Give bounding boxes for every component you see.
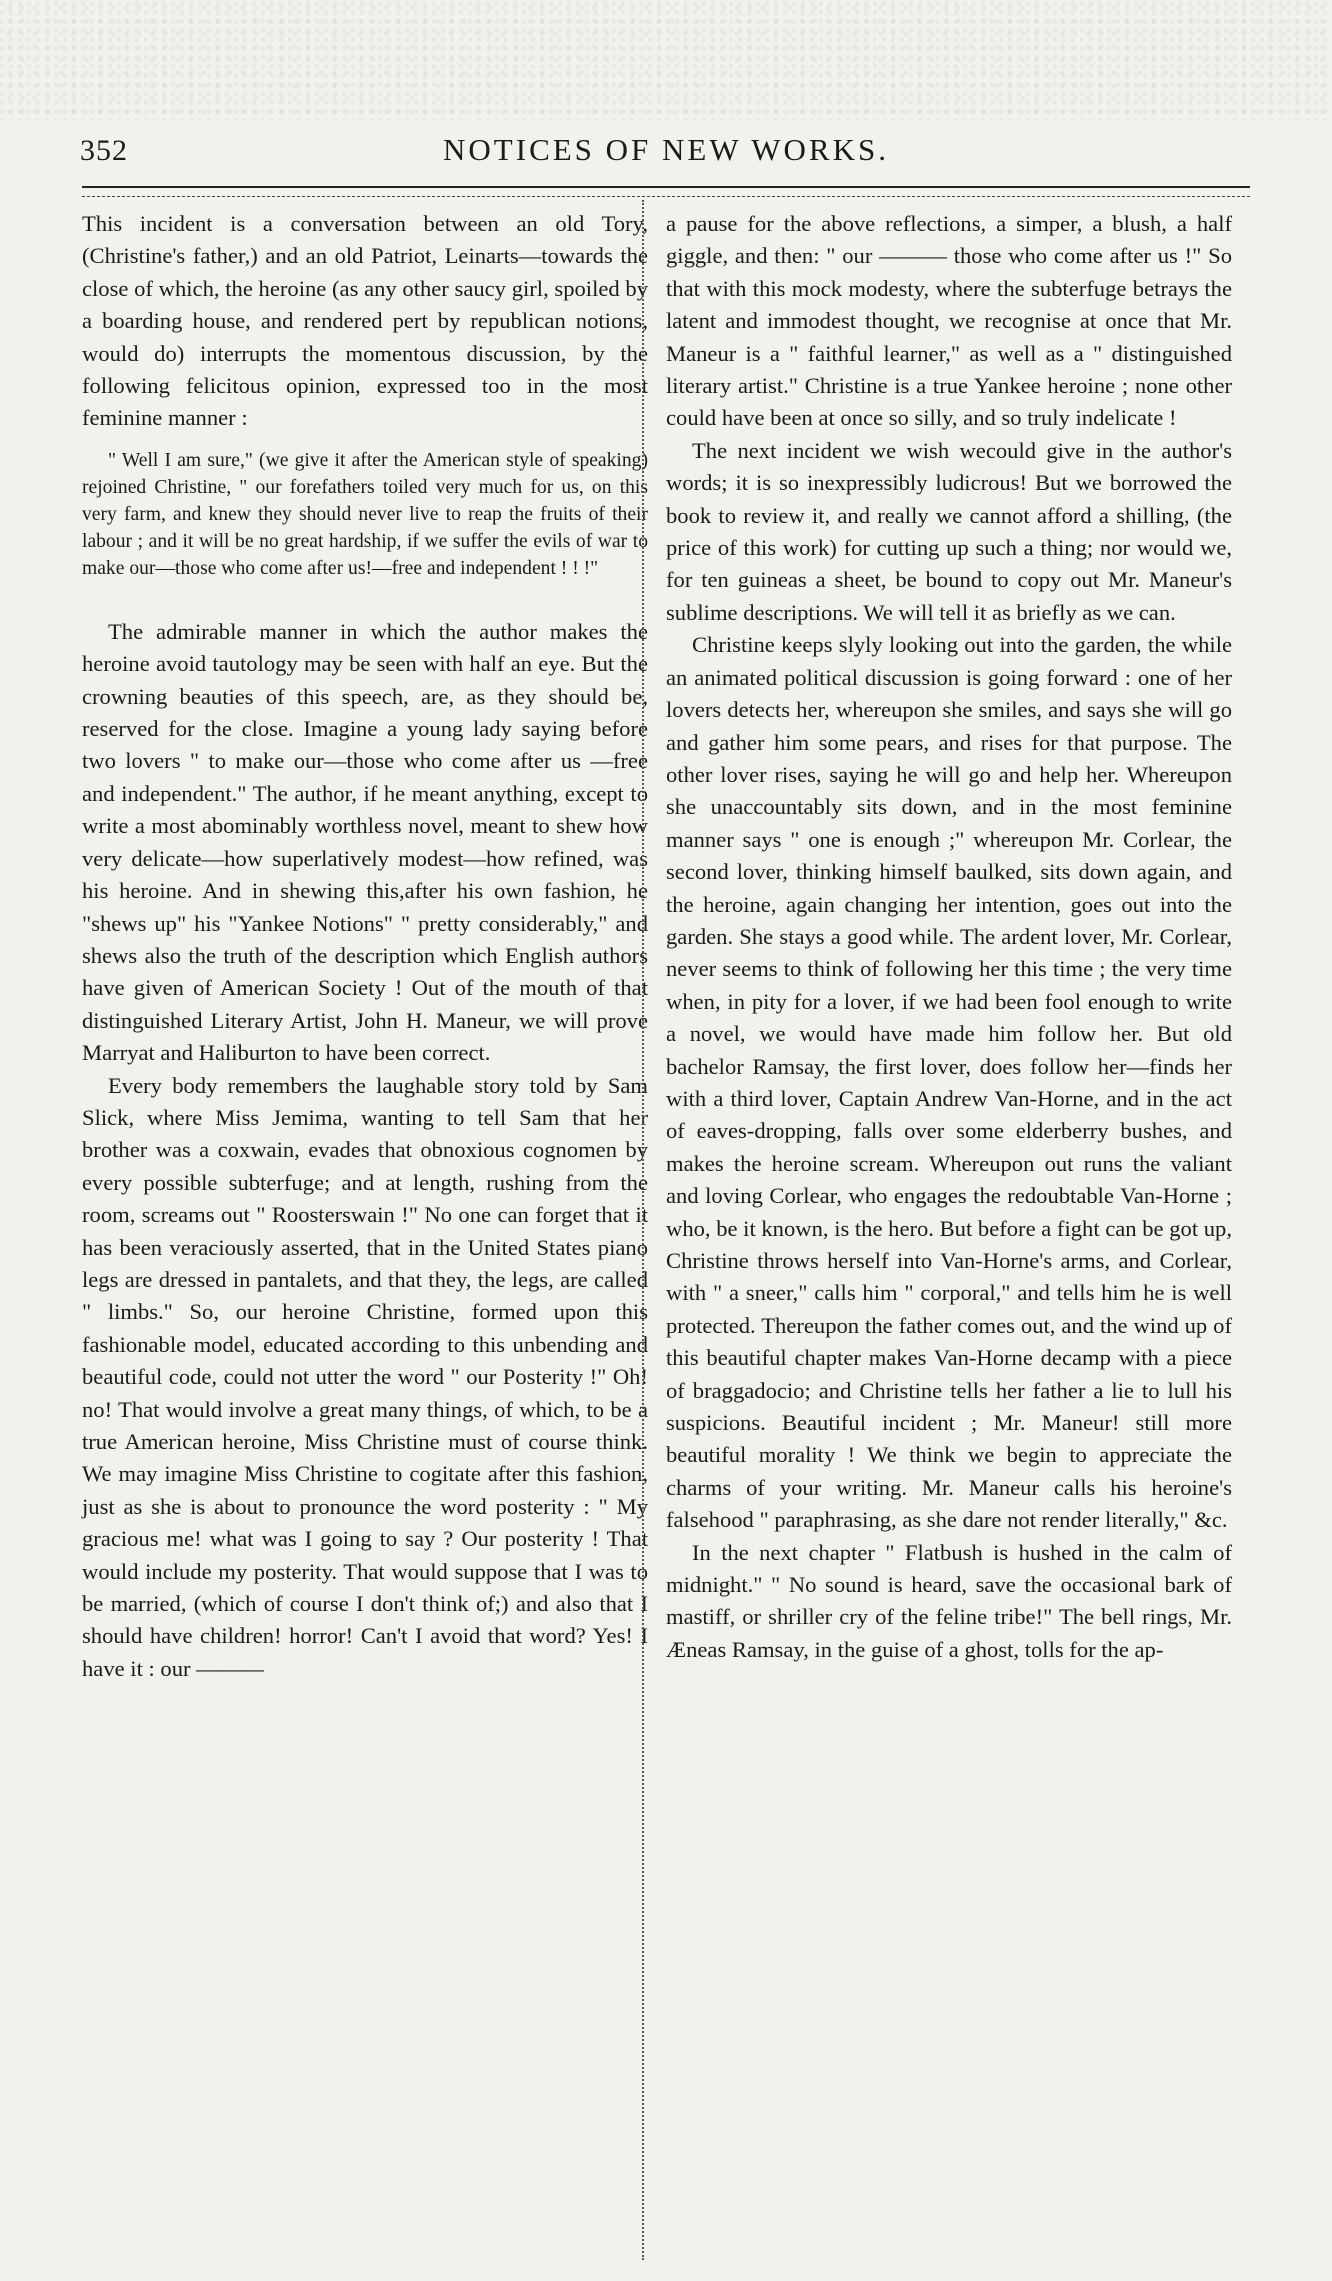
paragraph: The admirable manner in which the author makes the heroine avoid tautology may be seen with half an eye. But the crowning beauties of this speech, are, as they should be, reserved for the close. Imagine a young lady saying before two lovers " to make our—those who come after us —free and independent." The author, if he meant anything, except to write a most abominably worthless novel, meant to shew how very delicate—how superlatively modest—how refined, was his heroine. And in shewing this,after his own fashion, he "shews up" his "Yankee Notions" " pretty considerably," and shews also the truth of the description which English authors have given of American Society ! Out of the mouth of that distinguished Literary Artist, John H. Maneur, we will prove Marryat and Haliburton to have been correct. — [82, 618, 648, 1066]
left-column — [82, 208, 648, 1685]
right-column — [666, 208, 1232, 1666]
block-quote: " Well I am sure," (we give it after the American style of speaking) rejoined Christine, " our forefathers toiled very much for us, on this very farm, and knew they should never live to reap the fruits of their labour ; and it will be no great hardship, if we suffer the evils of war to make our—those who come after us!—free and independent ! ! !" — [82, 449, 648, 579]
paragraph: a pause for the above reflections, a simper, a blush, a half giggle, and then: " our ——— those who come after us !" So that with this mock modesty, where the subterfuge betrays the latent and immodest thought, we recognise at once that Mr. Maneur is a " faithful learner," as well as a " distinguished literary artist." Christine is a true Yankee heroine ; none other could have been at once so silly, and so truly indelicate ! — [666, 211, 1232, 431]
paragraph: Christine keeps slyly looking out into the garden, the while an animated political discussion is going forward : one of her lovers detects her, whereupon she smiles, and says she will go and gather him some pears, and rises for that purpose. The other lover rises, saying he will go and help her. Whereupon she unaccountably sits down, and in the most feminine manner says " one is enough ;" whereupon Mr. Corlear, the second lover, thinking himself baulked, sits down again, and the heroine, again changing her intention, goes out into the garden. She stays a good while. The ardent lover, Mr. Corlear, never seems to think of following her this time ; the very time when, in pity for a lover, if we had been fool enough to write a novel, we would have made him follow her. But old bachelor Ramsay, the first lover, does follow her—finds her with a third lover, Captain Andrew Van-Horne, and in the act of eaves-dropping, falls over some elderberry bushes, and makes the heroine scream. Whereupon out runs the valiant and loving Corlear, who engages the redoubtable Van-Horne ; who, be it known, is the hero. But before a fight can be got up, Christine throws herself into Van-Horne's arms, and Corlear, with " a sneer," calls him " corporal," and tells him he is well protected. Thereupon the father comes out, and the wind up of this beautiful chapter makes Van-Horne decamp with a piece of braggadocio; and Christine tells her father a lie to lull his suspicions. Beautiful incident ; Mr. Maneur! still more beautiful morality ! We think we begin to appreciate the charms of your writing. Mr. Maneur calls his heroine's falsehood " paraphrasing, as she dare not render literally," &c. — [666, 632, 1232, 1533]
paragraph: This incident is a conversation between an old Tory, (Christine's father,) and an old Patriot, Leinarts—towards the close of which, the heroine (as any other saucy girl, spoiled by a boarding house, and rendered pert by republican notions, would do) interrupts the momentous discussion, by the following felicitous opinion, expressed too in the most feminine manner : — [82, 211, 648, 431]
page-number: 352 — [80, 134, 128, 167]
paragraph: The next incident we wish wecould give in the author's words; it is so inexpressibly ludicrous! But we borrowed the book to review it, and really we cannot afford a shilling, (the price of this work) for cutting up such a thing; nor would we, for ten guineas a sheet, be bound to copy out Mr. Maneur's sublime descriptions. We will tell it as briefly as we can. — [666, 437, 1232, 625]
running-title: NOTICES OF NEW WORKS. — [443, 132, 889, 167]
paragraph: In the next chapter " Flatbush is hushed in the calm of midnight." " No sound is heard, save the occasional bark of mastiff, or shriller cry of the feline tribe!" The bell rings, Mr. Æneas Ramsay, in the guise of a ghost, tolls for the ap- — [666, 1539, 1232, 1662]
paragraph: Every body remembers the laughable story told by Sam Slick, where Miss Jemima, wanting to tell Sam that her brother was a coxwain, evades that obnoxious cognomen by every possible subterfuge; and at length, rushing from the room, screams out " Roosterswain !" No one can forget that it has been veraciously asserted, that in the United States piano legs are dressed in pantalets, and that they, the legs, are called " limbs." So, our heroine Christine, formed upon this fashionable model, educated according to this unbending and beautiful code, could not utter the word " our Posterity !" Oh! no! That would involve a great many things, of which, to be a true American heroine, Miss Christine must of course think. We may imagine Miss Christine to cogitate after this fashion, just as she is about to pronounce the word posterity : " My gracious me! what was I going to say ? Our posterity ! That would include my posterity. That would suppose that I was to be married, (which of course I don't think of;) and also that I should have children! horror! Can't I avoid that word? Yes! I have it : our ——— — [82, 1072, 648, 1681]
page-header — [80, 128, 1252, 178]
spacer — [82, 602, 648, 616]
header-rule — [82, 186, 1250, 197]
paper-texture — [0, 0, 1332, 120]
column-divider — [642, 200, 644, 2260]
